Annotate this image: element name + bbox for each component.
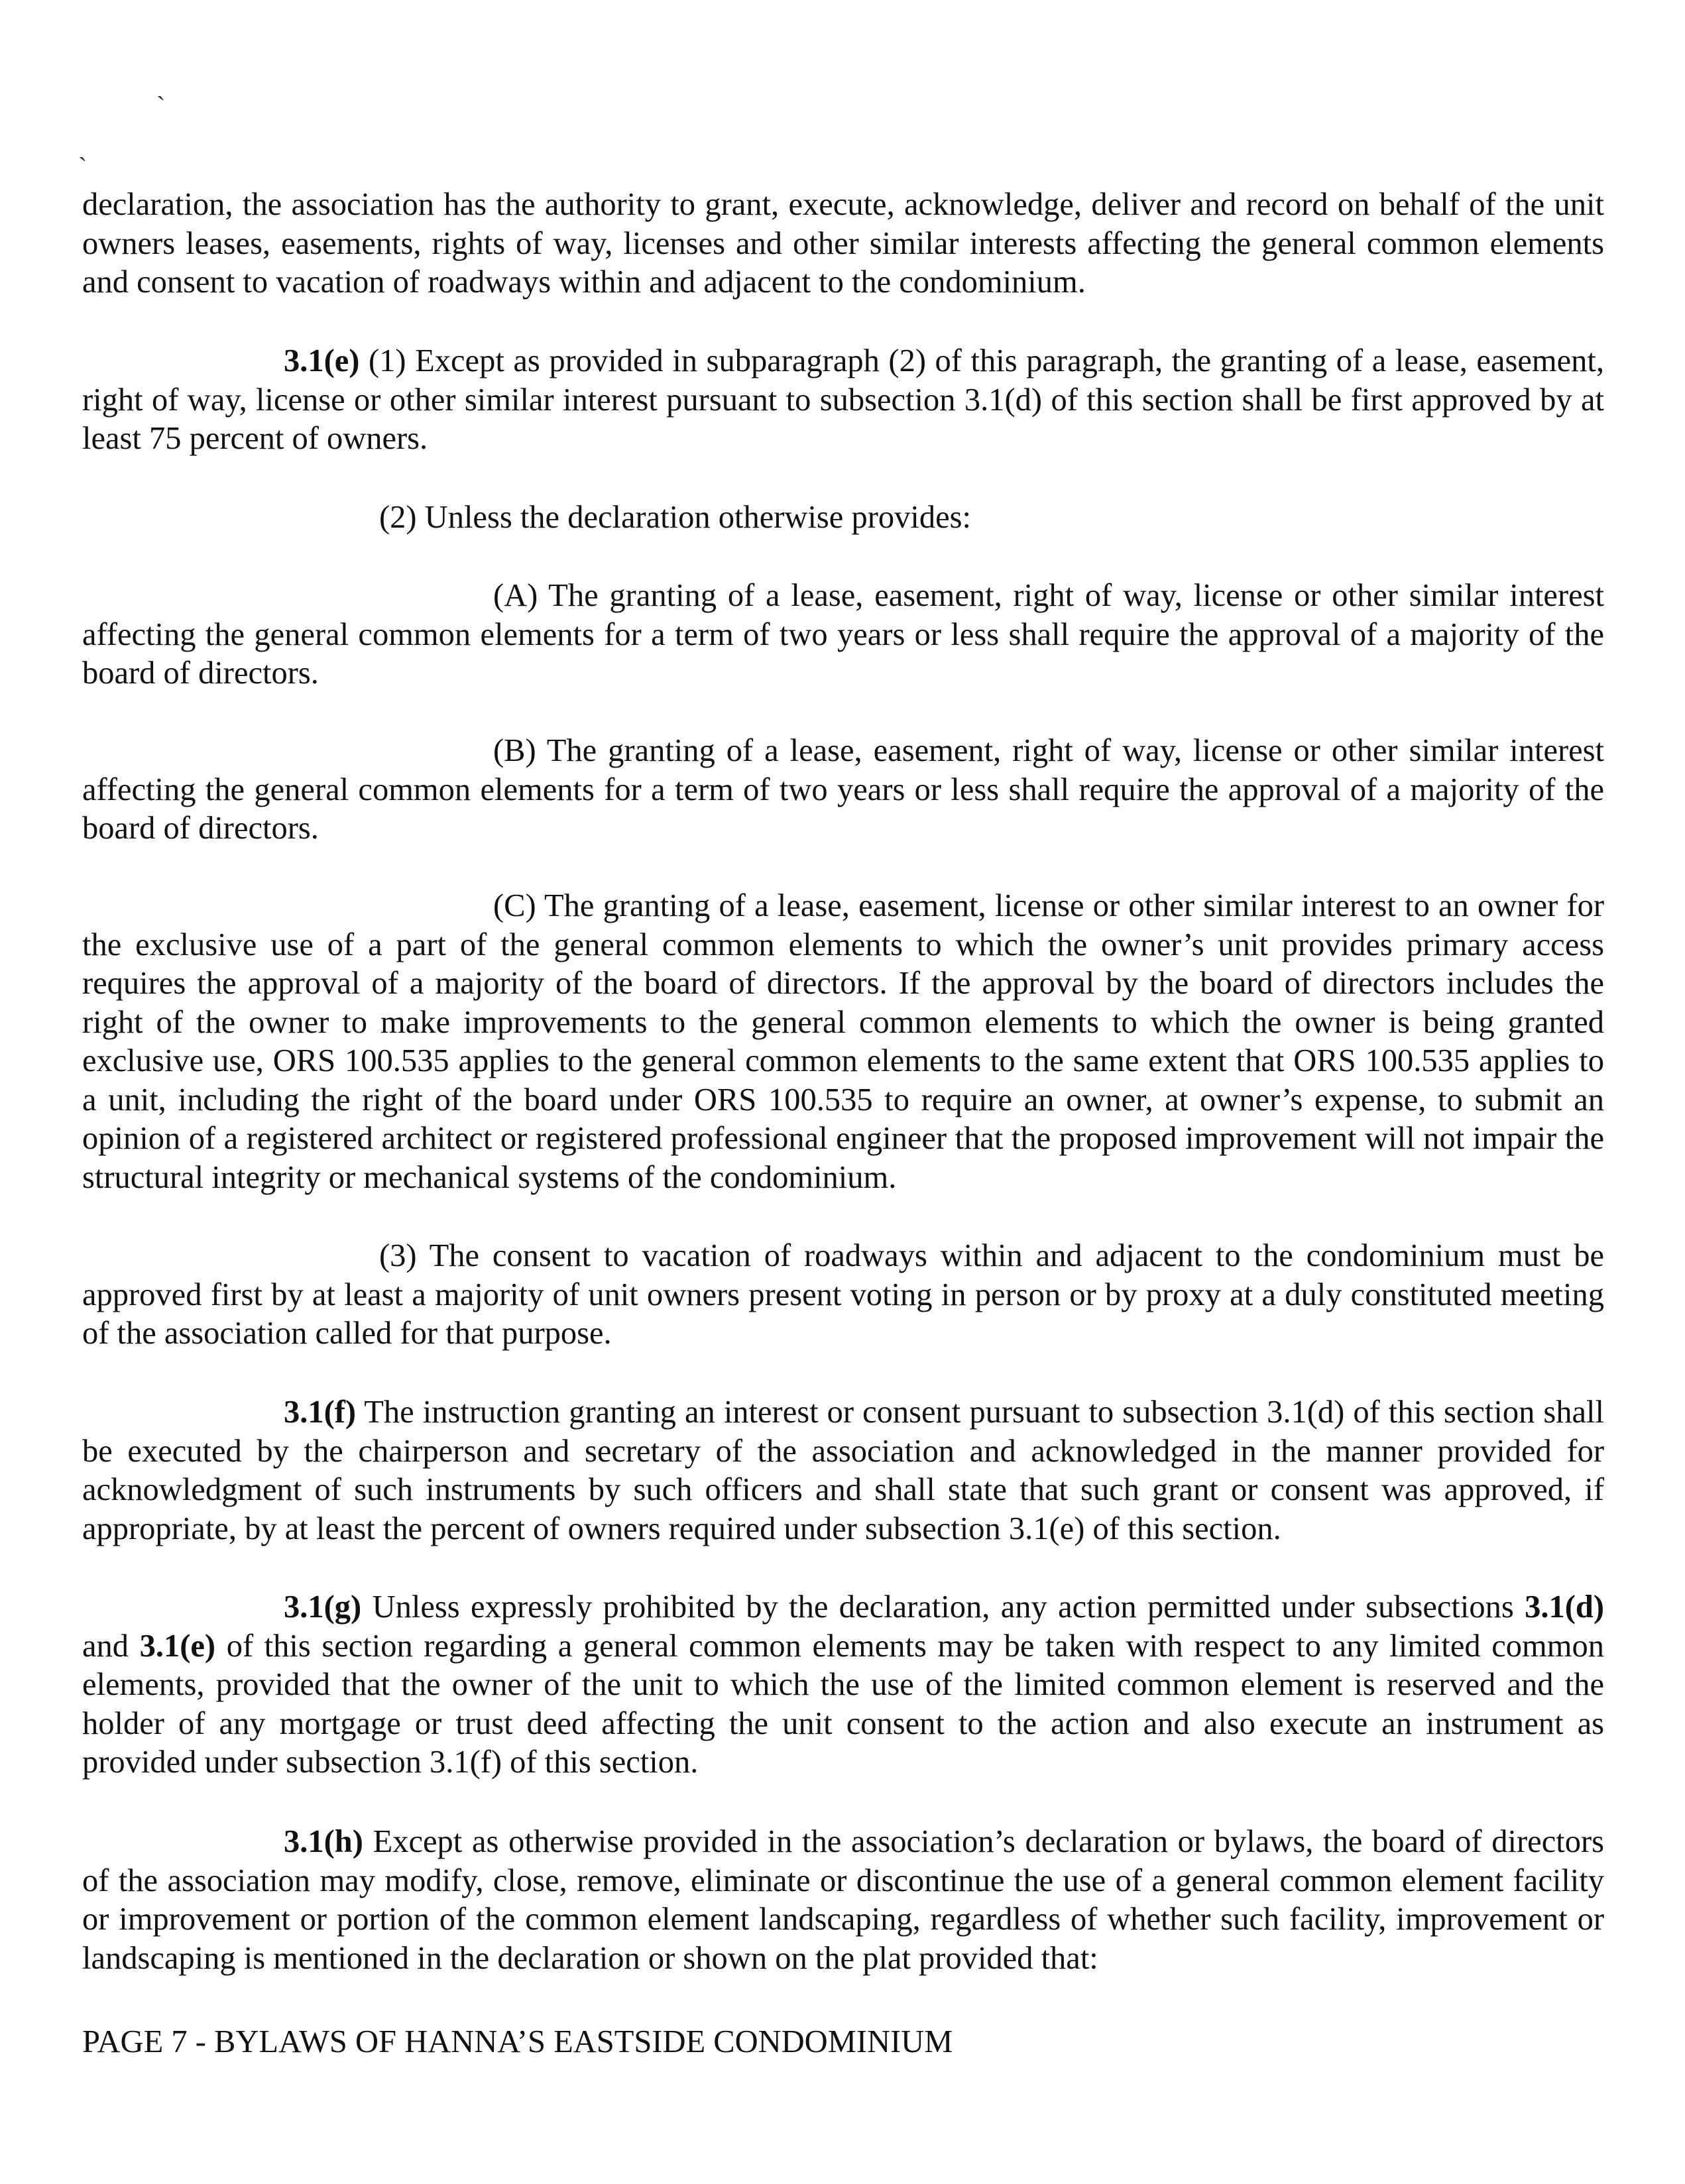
section-reference: 3.1(d)	[1525, 1589, 1604, 1625]
section-heading: 3.1(f)	[284, 1395, 357, 1430]
scan-mark: `	[156, 91, 166, 121]
paragraph-text: of this section regarding a general common elements may be taken with respect to any limited common elements, provided that the owner of the unit to which the use of the limited common element is reserved and the holder of any mortgage or trust deed affecting the unit consent to the action and also execute an instrument as provided under subsection 3.1(f) of this section.	[82, 1628, 1604, 1780]
paragraph-text: The instruction granting an interest or consent pursuant to subsection 3.1(d) of this section shall be executed by the chairperson and secretary of the association and acknowledged in the manner provided for acknowledgment of such instruments by such officers and shall state that such grant or consent was approved, if appropriate, by at least the percent of owners required under subsection 3.1(e) of this section.	[82, 1395, 1604, 1546]
section-reference: 3.1(e)	[139, 1628, 216, 1664]
paragraph-continuation	[82, 186, 1604, 302]
paragraph-text: (2) Unless the declaration otherwise provides:	[379, 500, 971, 535]
paragraph-3-1-e-2-b	[82, 732, 1604, 848]
paragraph-3-1-e	[82, 342, 1604, 459]
paragraph-text: Unless expressly prohibited by the declaration, any action permitted under subsections	[361, 1589, 1525, 1625]
paragraph-text: (3) The consent to vacation of roadways within and adjacent to the condominium must be approved first by at least a majority of unit owners present voting in person or by proxy at a duly constituted meeting of the association called for that purpose.	[82, 1238, 1604, 1351]
paragraph-text: (B) The granting of a lease, easement, right of way, license or other similar interest affecting the general common elements for a term of two years or less shall require the approval of a majority of the board of directors.	[82, 733, 1604, 846]
paragraph-text: declaration, the association has the authority to grant, execute, acknowledge, deliver and record on behalf of the unit owners leases, easements, rights of way, licenses and other similar interests affecting the general common elements and consent to vacation of roadways within and adjacent to the condominium.	[82, 187, 1604, 300]
paragraph-text: (1) Except as provided in subparagraph (2) of this paragraph, the granting of a lease, easement, right of way, license or other similar interest pursuant to subsection 3.1(d) of this section shall be first approved by at least 75 percent of owners.	[82, 343, 1604, 456]
paragraph-3-1-g	[82, 1588, 1604, 1782]
paragraph-3-1-h	[82, 1823, 1604, 1978]
paragraph-text: (C) The granting of a lease, easement, license or other similar interest to an owner for the exclusive use of a part of the general common elements to which the owner’s unit provides primary access requires the approval of a majority of the board of directors. If the approval by the board of directors includes the right of the owner to make improvements to the general common elements to which the owner is being granted exclusive use, ORS 100.535 applies to the general common elements to the same extent that ORS 100.535 applies to a unit, including the right of the board under ORS 100.535 to require an owner, at owner’s expense, to submit an opinion of a registered architect or registered professional engineer that the proposed improvement will not impair the structural integrity or mechanical systems of the condominium.	[82, 888, 1604, 1195]
section-heading: 3.1(h)	[284, 1824, 363, 1859]
paragraph-text: Except as otherwise provided in the association’s declaration or bylaws, the board of directors of the association may modify, close, remove, eliminate or discontinue the use of a general common element facility or improvement or portion of the common element landscaping, regardless of whether such facility, improvement or landscaping is mentioned in the declaration or shown on the plat provided that:	[82, 1824, 1604, 1976]
paragraph-3-1-f	[82, 1393, 1604, 1548]
paragraph-3-1-e-2	[82, 498, 1604, 538]
paragraph-3-1-e-2-c	[82, 887, 1604, 1197]
section-heading: 3.1(g)	[284, 1589, 362, 1625]
section-heading: 3.1(e)	[284, 343, 360, 378]
paragraph-3-1-e-2-a	[82, 577, 1604, 693]
scan-mark: `	[78, 152, 87, 182]
paragraph-text: (A) The granting of a lease, easement, right of way, license or other similar interest affecting the general common elements for a term of two years or less shall require the approval of a majority of the board of directors.	[82, 578, 1604, 691]
paragraph-3-1-e-3	[82, 1237, 1604, 1353]
paragraph-text: and	[82, 1628, 140, 1664]
page-footer: PAGE 7 - BYLAWS OF HANNA’S EASTSIDE CONDOMINIUM	[82, 2024, 953, 2059]
